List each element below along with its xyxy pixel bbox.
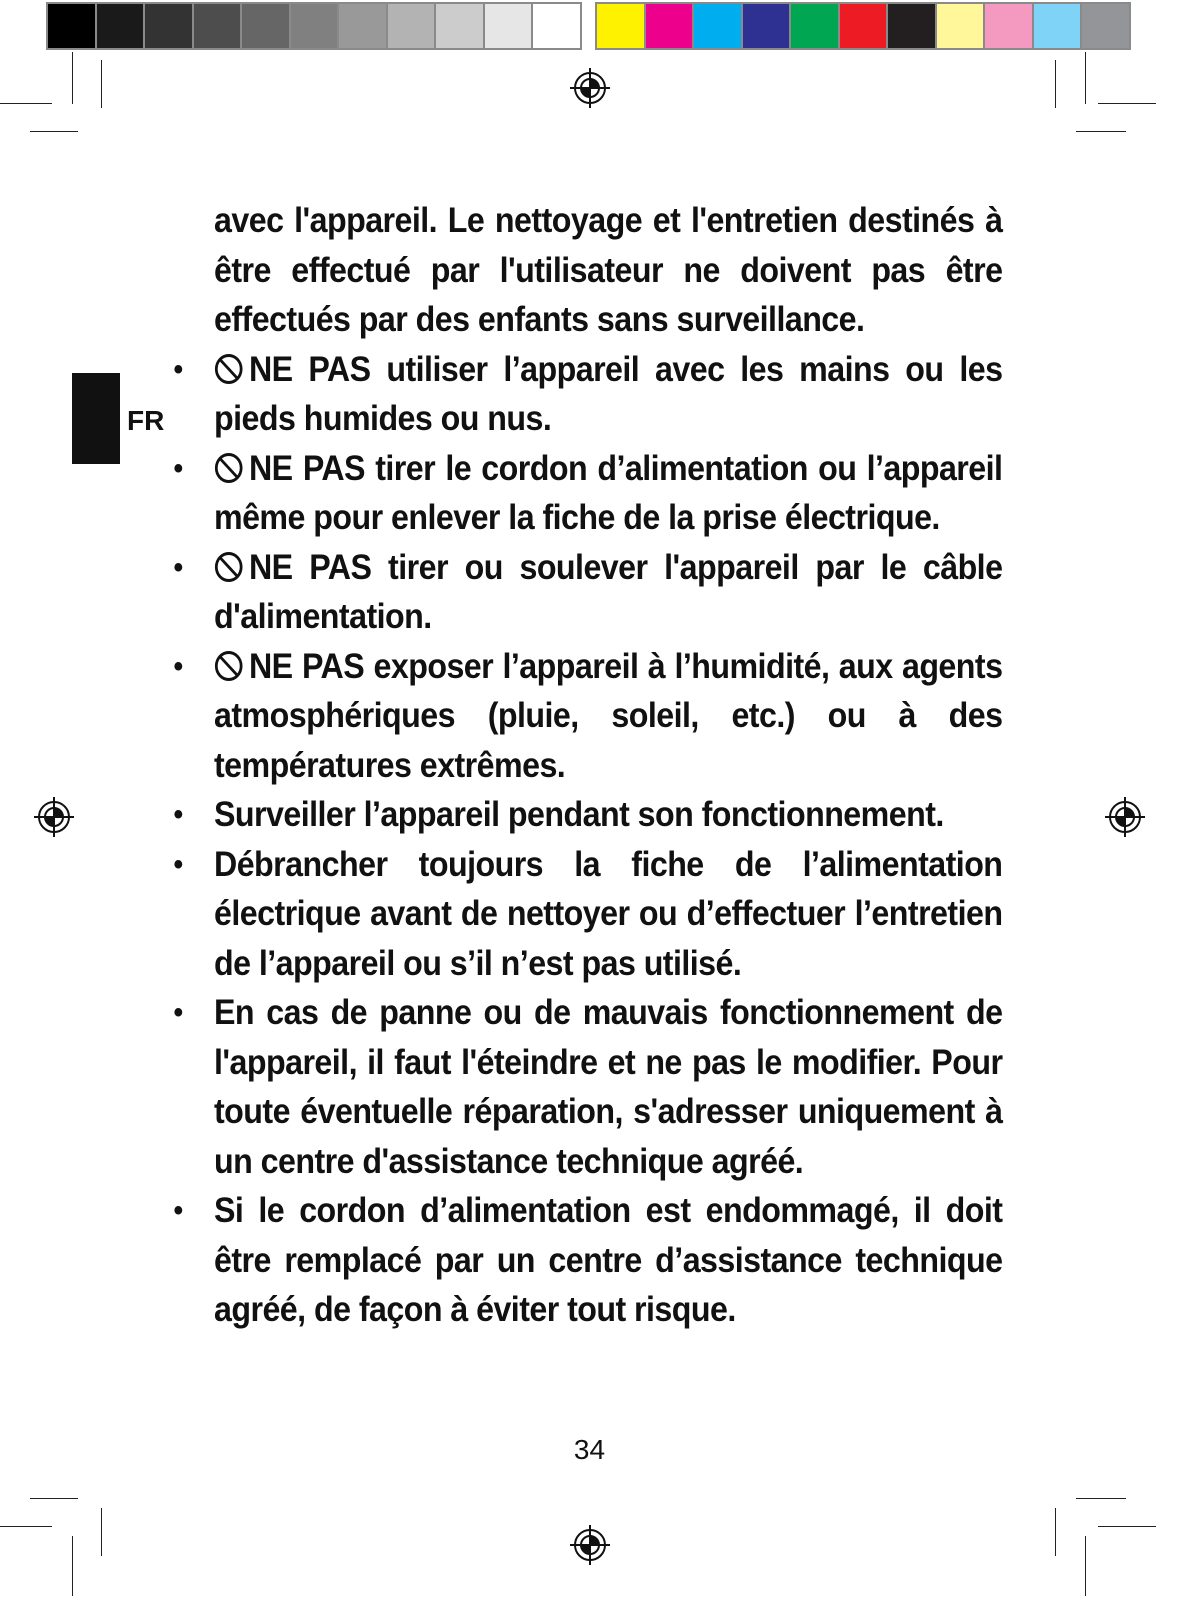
- color-swatch: [145, 4, 194, 48]
- list-item: [173, 1186, 1003, 1335]
- prohibition-icon: [214, 650, 243, 682]
- color-swatch: [840, 4, 889, 48]
- color-swatch: [485, 4, 534, 48]
- color-swatch: [597, 4, 646, 48]
- color-swatch: [937, 4, 986, 48]
- color-swatch: [646, 4, 695, 48]
- color-swatch: [1034, 4, 1083, 48]
- bullet: •: [173, 996, 183, 1029]
- crop-mark: [72, 52, 73, 104]
- intro-paragraph: avec l'appareil. Le nettoyage et l'entretien destinés à être effectué par l'utilisateur ne doivent pas être effectués par des enfants sans surveillance.: [214, 201, 1003, 339]
- list-item-text: NE PAS tirer ou soulever l'appareil par le câble d'alimentation.: [214, 547, 1003, 636]
- crop-mark: [1076, 131, 1126, 132]
- color-swatch: [533, 4, 580, 48]
- crop-mark: [101, 1508, 102, 1556]
- crop-mark: [1055, 1508, 1056, 1556]
- crop-mark: [72, 1536, 73, 1596]
- color-swatch: [1082, 4, 1129, 48]
- list-item-text: NE PAS utiliser l’appareil avec les mains ou les pieds humides ou nus.: [214, 349, 1003, 438]
- prohibition-icon: [214, 551, 243, 583]
- crop-mark: [0, 103, 52, 104]
- color-swatch: [388, 4, 437, 48]
- bullet: •: [173, 798, 183, 831]
- crop-mark: [1085, 52, 1086, 104]
- safety-instructions: [173, 196, 1003, 1335]
- color-swatch: [436, 4, 485, 48]
- color-swatch: [242, 4, 291, 48]
- color-swatch: [791, 4, 840, 48]
- registration-mark-icon: [1105, 797, 1145, 837]
- registration-mark-icon: [570, 68, 610, 108]
- color-swatch: [291, 4, 340, 48]
- crop-mark: [101, 60, 102, 108]
- list-item: [173, 988, 1003, 1186]
- list-item: [173, 790, 1002, 840]
- list-item: [173, 444, 1003, 543]
- crop-mark: [1085, 1536, 1086, 1596]
- bullet: •: [173, 649, 183, 683]
- crop-mark: [1055, 60, 1056, 108]
- list-item-text: NE PAS exposer l’appareil à l’humidité, aux agents atmosphériques (pluie, soleil, etc.) ou à des températures extrêmes.: [214, 646, 1003, 785]
- color-swatch: [694, 4, 743, 48]
- bullet: •: [173, 847, 183, 881]
- list-item-text: Débrancher toujours la fiche de l’alimentation électrique avant de nettoyer ou d’effectuer l’entretien de l’appareil ou s’il n’est pas utilisé.: [214, 844, 1003, 983]
- prohibition-icon: [214, 452, 243, 484]
- registration-mark-icon: [34, 797, 74, 837]
- crop-mark: [0, 1526, 52, 1527]
- bullet: •: [173, 1194, 183, 1227]
- language-label: FR: [127, 405, 165, 436]
- crop-mark: [30, 131, 78, 132]
- list-item: [173, 345, 1003, 444]
- list-item-text: Si le cordon d’alimentation est endommagé, il doit être remplacé par un centre d’assistance technique agréé, de façon à éviter tout risque.: [214, 1191, 1003, 1329]
- color-swatch: [97, 4, 146, 48]
- crop-mark: [1098, 1526, 1156, 1527]
- color-swatch: [888, 4, 937, 48]
- list-item-text: En cas de panne ou de mauvais fonctionnement de l'appareil, il faut l'éteindre et ne pas le modifier. Pour toute éventuelle réparation, s'adresser uniquement à un centre d'assistance technique agréé.: [214, 993, 1003, 1181]
- crop-mark: [1076, 1498, 1126, 1499]
- page-number: 34: [573, 1434, 606, 1465]
- registration-mark-icon: [570, 1525, 610, 1565]
- color-swatch: [48, 4, 97, 48]
- list-item-text: Surveiller l’appareil pendant son fonctionnement.: [214, 795, 944, 834]
- crop-mark: [30, 1498, 78, 1499]
- grayscale-calibration-bar: [46, 2, 582, 50]
- bullet: •: [173, 352, 183, 386]
- list-item: [173, 840, 1003, 989]
- list-item: [173, 642, 1003, 791]
- bullet: •: [173, 550, 183, 584]
- bullet: •: [173, 451, 183, 485]
- prohibition-icon: [214, 353, 243, 385]
- color-calibration-bar: [595, 2, 1131, 50]
- crop-mark: [1098, 103, 1156, 104]
- color-swatch: [743, 4, 792, 48]
- color-swatch: [985, 4, 1034, 48]
- color-swatch: [194, 4, 243, 48]
- list-item: [173, 543, 1003, 642]
- color-swatch: [339, 4, 388, 48]
- list-item-text: NE PAS tirer le cordon d’alimentation ou l’appareil même pour enlever la fiche de la prise électrique.: [214, 448, 1003, 537]
- language-tab-marker: [72, 373, 120, 464]
